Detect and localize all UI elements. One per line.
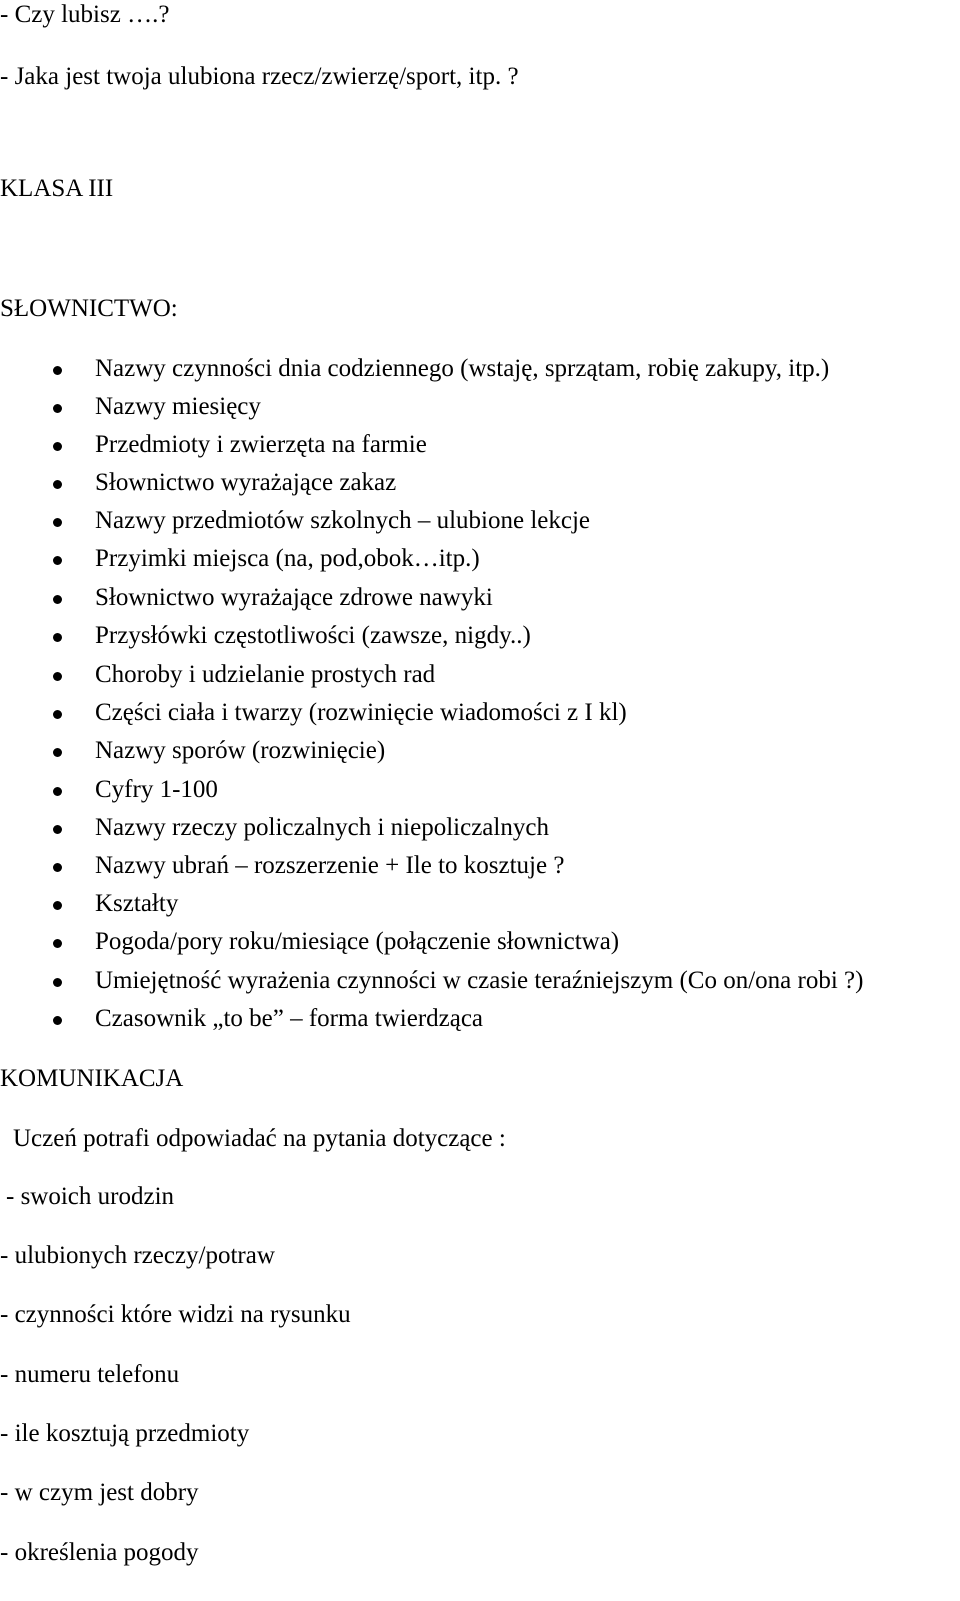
bullet-icon: [53, 366, 62, 375]
communication-item: - numeru telefonu: [0, 1361, 180, 1388]
bullet-icon: [53, 710, 62, 719]
communication-heading: KOMUNIKACJA: [0, 1065, 184, 1092]
communication-item: - w czym jest dobry: [0, 1479, 199, 1506]
intro-question-2: - Jaka jest twoja ulubiona rzecz/zwierzę/sport, itp. ?: [0, 63, 519, 90]
bullet-icon: [53, 939, 62, 948]
intro-question-1: - Czy lubisz ….?: [0, 1, 170, 28]
bullet-icon: [53, 748, 62, 757]
bullet-icon: [53, 595, 62, 604]
vocabulary-heading: SŁOWNICTWO:: [0, 295, 178, 322]
communication-item: - swoich urodzin: [6, 1183, 175, 1210]
communication-item: - czynności które widzi na rysunku: [0, 1301, 351, 1328]
bullet-icon: [53, 518, 62, 527]
bullet-icon: [53, 480, 62, 489]
communication-item: - ulubionych rzeczy/potraw: [0, 1242, 275, 1269]
bullet-icon: [53, 404, 62, 413]
bullet-icon: [53, 863, 62, 872]
communication-item: - określenia pogody: [0, 1539, 199, 1566]
bullet-icon: [53, 442, 62, 451]
bullet-icon: [53, 901, 62, 910]
communication-intro: Uczeń potrafi odpowiadać na pytania dotyczące :: [13, 1125, 506, 1152]
bullet-icon: [53, 556, 62, 565]
bullet-icon: [53, 633, 62, 642]
bullet-icon: [53, 825, 62, 834]
communication-item: - ile kosztują przedmioty: [0, 1420, 250, 1447]
class-heading: KLASA III: [0, 175, 114, 202]
bullet-icon: [53, 787, 62, 796]
bullet-icon: [53, 672, 62, 681]
bullet-icon: [53, 1016, 62, 1025]
bullet-icon: [53, 978, 62, 987]
